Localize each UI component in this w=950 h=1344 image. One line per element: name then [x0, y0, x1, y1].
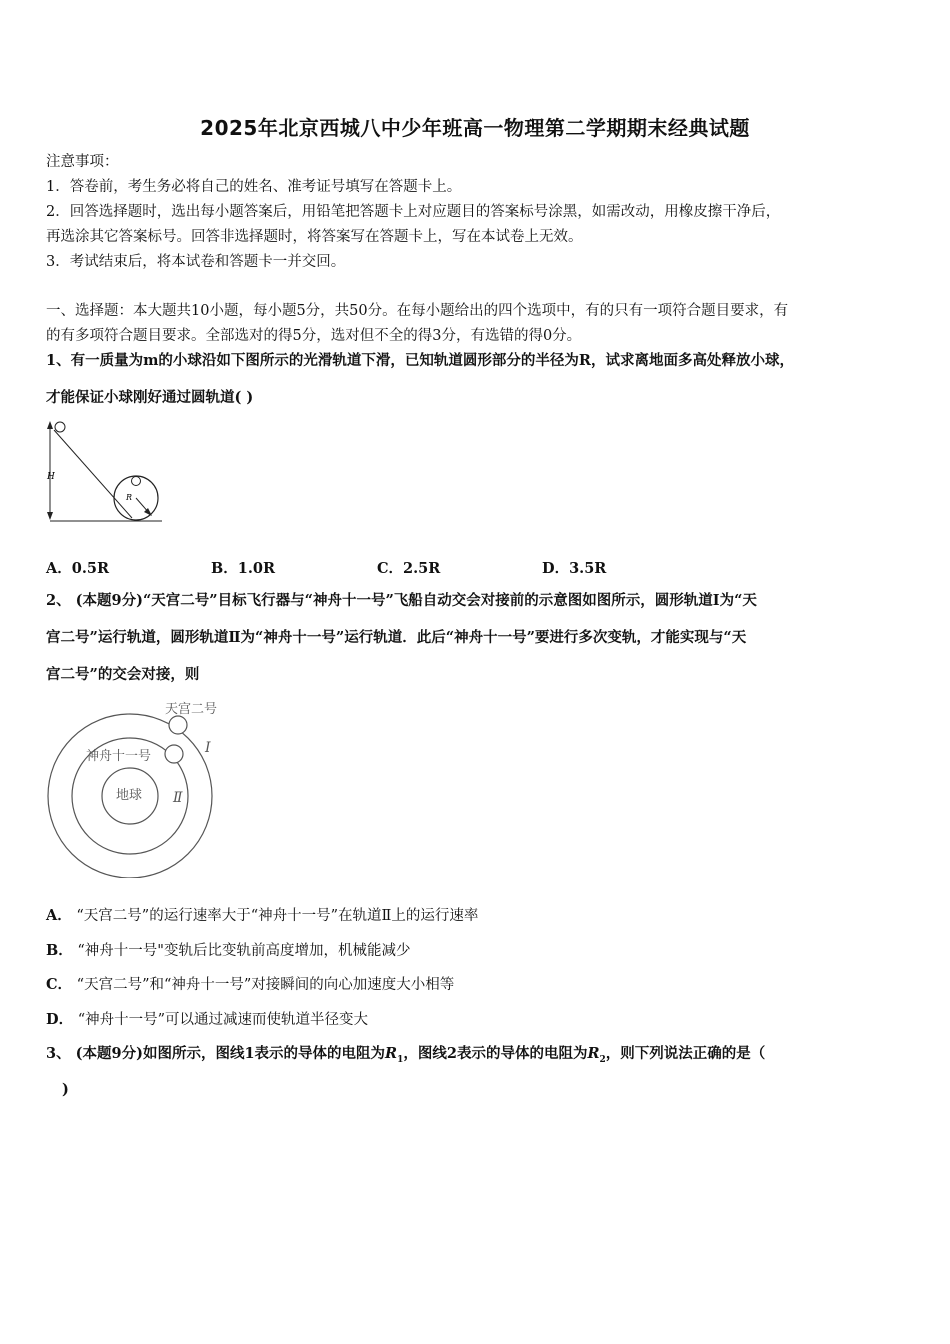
q1-option-b-text: 1.0R — [237, 560, 276, 577]
tiangong-2-craft — [169, 716, 187, 734]
orbit-2-label: Ⅱ — [173, 790, 183, 806]
orbit-1-label: Ⅰ — [205, 740, 211, 756]
shenzhou-11-craft — [165, 745, 183, 763]
question-1-line-2: 才能保证小球刚好通过圆轨道( ) — [46, 389, 254, 406]
q2-option-a-key: A． — [46, 907, 72, 924]
question-2-line-2: 宫二号”运行轨道，圆形轨道Ⅱ为“神舟十一号”运行轨道．此后“神舟十一号”要进行多次变轨，才能实现与“天 — [46, 629, 747, 646]
shenzhou-11-label: 神舟十一号 — [86, 749, 152, 764]
q2-option-b-key: B． — [46, 942, 73, 959]
section-intro-line-1: 一、选择题：本大题共10小题，每小题5分，共50分。在每小题给出的四个选项中，有的只有一项符合题目要求，有 — [46, 303, 789, 319]
question-2-line-1: 2、 (本题9分)“天宫二号”目标飞行器与“神舟十一号”飞船自动交会对接前的示意图如图所示，圆形轨道Ⅰ为“天 — [46, 592, 757, 609]
q3-r1-symbol: R — [385, 1045, 398, 1062]
q1-option-b — [211, 557, 275, 578]
q2-option-d-text: “神舟十一号”可以通过减速而使轨道半径变大 — [77, 1012, 369, 1028]
question-3-line-1 — [46, 1044, 765, 1070]
notice-heading: 注意事项： — [46, 154, 119, 170]
q2-option-c — [46, 975, 454, 995]
height-arrow-bottom — [47, 512, 53, 520]
q1-option-a — [46, 557, 109, 578]
q3-r1-subscript: 1 — [397, 1054, 404, 1065]
radius-label: R — [126, 493, 133, 502]
notice-item-2-line-2: 再选涂其它答案标号。回答非选择题时，将答案写在答题卡上，写在本试卷上无效。 — [46, 229, 583, 245]
q2-option-a-text: “天宫二号”的运行速率大于“神舟十一号”在轨道Ⅱ上的运行速率 — [76, 908, 479, 924]
q1-option-c-text: 2.5R — [403, 560, 441, 577]
height-label: H — [47, 472, 55, 482]
tiangong-2-label: 天宫二号 — [165, 702, 218, 717]
q3-r2-subscript: 2 — [599, 1054, 606, 1065]
q1-option-c-key: C． — [377, 560, 404, 577]
q1-option-d — [542, 557, 606, 578]
height-arrow-top — [47, 421, 53, 429]
q2-option-c-key: C． — [46, 976, 73, 993]
earth-label: 地球 — [116, 788, 143, 803]
track-loop-figure — [40, 418, 170, 528]
q1-option-a-text: 0.5R — [71, 560, 110, 577]
q1-option-d-text: 3.5R — [569, 560, 607, 577]
ball — [55, 422, 65, 432]
page-title: 2025年北京西城八中少年班高一物理第二学期期末经典试题 — [200, 116, 750, 140]
question-3-line-2: ) — [62, 1081, 69, 1098]
q3-r2-symbol: R — [587, 1045, 600, 1062]
q2-option-d — [46, 1010, 368, 1030]
q2-option-d-key: D． — [46, 1011, 74, 1028]
incline-track — [54, 430, 132, 518]
ball-at-top — [132, 477, 141, 486]
question-2-line-3: 宫二号”的交会对接，则 — [46, 666, 200, 683]
q3-middle: ，图线2表示的导体的电阻为 — [403, 1045, 588, 1062]
q3-suffix: ，则下列说法正确的是（ — [605, 1045, 766, 1062]
q1-option-d-key: D． — [542, 560, 570, 577]
q2-option-c-text: “天宫二号”和“神舟十一号”对接瞬间的向心加速度大小相等 — [76, 977, 455, 993]
notice-item-2-line-1: 2．回答选择题时，选出每小题答案后，用铅笔把答题卡上对应题目的答案标号涂黑，如需改动，用橡皮擦干净后， — [46, 204, 781, 220]
q3-prefix: 3、 (本题9分)如图所示，图线1表示的导体的电阻为 — [46, 1045, 386, 1062]
notice-item-1: 1．答卷前，考生务必将自己的姓名、准考证号填写在答题卡上。 — [46, 179, 462, 195]
q2-option-a — [46, 906, 478, 926]
notice-item-3: 3．考试结束后，将本试卷和答题卡一并交回。 — [46, 254, 346, 270]
section-intro-line-2: 的有多项符合题目要求。全部选对的得5分，选对但不全的得3分，有选错的得0分。 — [46, 328, 582, 344]
q2-option-b — [46, 941, 410, 961]
q1-option-a-key: A． — [46, 560, 72, 577]
q2-option-b-text: “神舟十一号"变轨后比变轨前高度增加，机械能减少 — [77, 943, 411, 959]
q1-option-b-key: B． — [211, 560, 238, 577]
orbit-figure — [40, 692, 240, 878]
q1-option-c — [377, 557, 440, 578]
question-1-line-1: 1、有一质量为m的小球沿如下图所示的光滑轨道下滑，已知轨道圆形部分的半径为R，试求离地面多高处释放小球， — [46, 352, 794, 369]
